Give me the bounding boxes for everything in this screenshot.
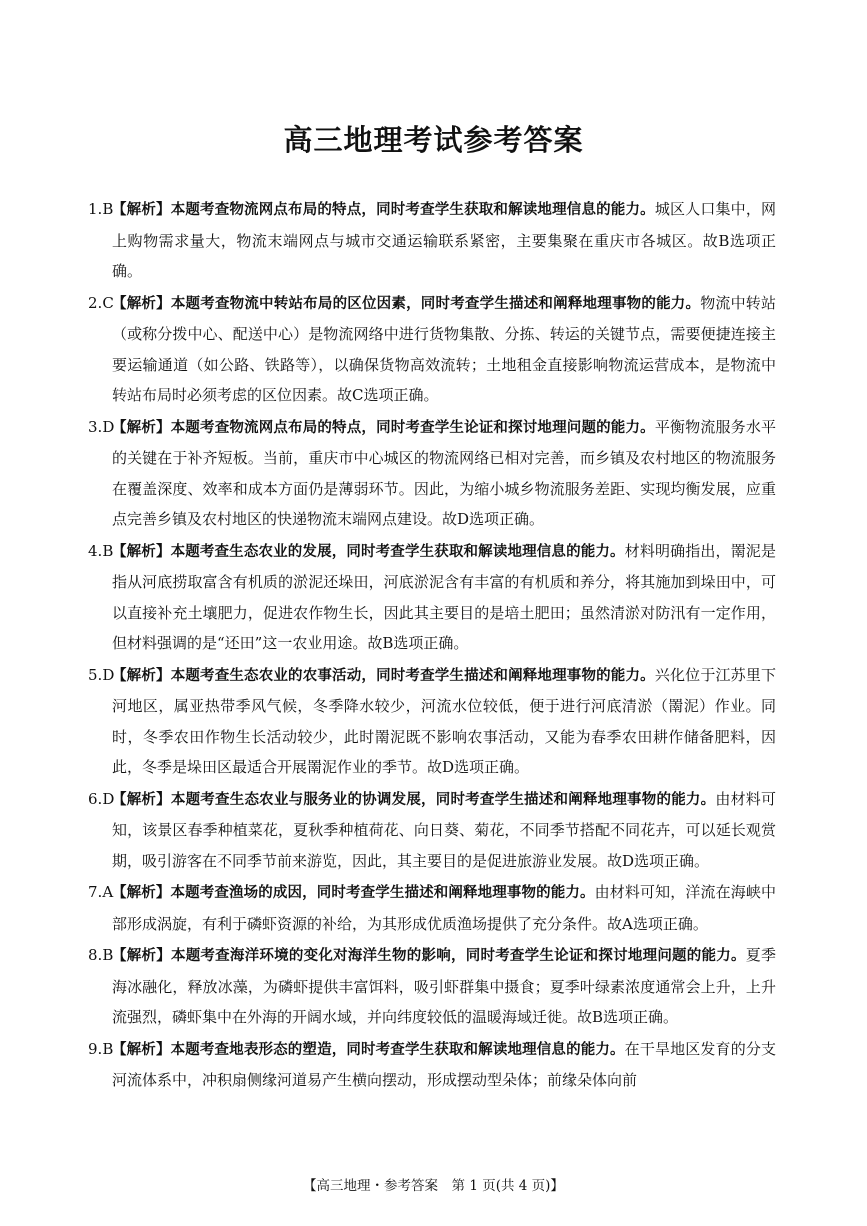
analysis-body: 平衡物流服务水平的关键在于补齐短板。当前，重庆市中心城区的物流网络已相对完善，而乡镇及农村地区的物流服务在覆盖深度、效率和成本方面仍是薄弱环节。因此，为缩小城乡物流服务差距、实现均衡发展，应重点完善乡镇及农村地区的快递物流末端网点建设。故D选项正确。: [112, 417, 777, 528]
answer-item-8: [88, 940, 776, 1033]
analysis-tag: 【解析】: [112, 948, 171, 964]
analysis-tag: 【解析】: [112, 295, 171, 312]
analysis-body: 兴化位于江苏里下河地区，属亚热带季风气候，冬季降水较少，河流水位较低，便于进行河底清淤（罱泥）作业。同时，冬季农田作物生长活动较少，此时罱泥既不影响农事活动，又能为春季农田耕作储备肥料，因此，冬季是垛田区最适合开展罱泥作业的季节。故D选项正确。: [112, 665, 777, 776]
analysis-body: 材料明确指出，罱泥是指从河底捞取富含有机质的淤泥还垛田，河底淤泥含有丰富的有机质和养分，将其施加到垛田中，可以直接补充土壤肥力，促进农作物生长，因此其主要目的是培土肥田；虽然清淤对防汛有一定作用，但材料强调的是“还田”这一农业用途。故B选项正确。: [112, 541, 776, 652]
answer-number: 5.D: [88, 665, 115, 684]
analysis-lead: 本题考查生态农业与服务业的协调发展，同时考查学生描述和阐释地理事物的能力。: [170, 791, 716, 808]
answer-number: 1.B: [88, 200, 114, 218]
analysis-lead: 本题考查物流中转站布局的区位因素，同时考查学生描述和阐释地理事物的能力。: [170, 295, 701, 312]
analysis-lead: 本题考查渔场的成因，同时考查学生描述和阐释地理事物的能力。: [170, 885, 595, 901]
analysis-body: 物流中转站（或称分拨中心、配送中心）是物流网络中进行货物集散、分拣、转运的关键节点，需要便捷连接主要运输通道（如公路、铁路等），以确保货物高效流转；土地租金直接影响物流运营成本，是物流中转站布局时必须考虑的区位因素。故C选项正确。: [112, 293, 777, 404]
analysis-body: 在干旱地区发育的分支河流体系中，冲积扇侧缘河道易产生横向摆动，形成摆动型朵体；前缘朵体向前: [112, 1039, 776, 1089]
analysis-tag: 【解析】: [112, 885, 171, 901]
answer-item-7: [88, 877, 776, 939]
answer-item-2: [88, 288, 776, 411]
analysis-lead: 本题考查生态农业的发展，同时考查学生获取和解读地理信息的能力。: [170, 543, 625, 560]
answer-number: 4.B: [88, 541, 114, 560]
analysis-body: 夏季海冰融化，释放冰藻，为磷虾提供丰富饵料，吸引虾群集中摄食；夏季叶绿素浓度通常会上升，上升流强烈，磷虾集中在外海的开阔水域，并向纬度较低的温暖海域迁徙。故B选项正确。: [112, 946, 776, 1026]
analysis-tag: 【解析】: [112, 667, 171, 684]
analysis-body: 由材料可知，洋流在海峡中部形成涡旋，有利于磷虾资源的补给，为其形成优质渔场提供了充分条件。故A选项正确。: [112, 883, 776, 933]
answer-number: 6.D: [88, 789, 115, 808]
analysis-lead: 本题考查地表形态的塑造，同时考查学生获取和解读地理信息的能力。: [170, 1041, 625, 1058]
answer-item-5: [88, 660, 776, 783]
answer-item-9: [88, 1034, 776, 1096]
analysis-lead: 本题考查物流网点布局的特点，同时考查学生论证和探讨地理问题的能力。: [170, 419, 655, 436]
analysis-body: 由材料可知，该景区春季种植菜花，夏秋季种植荷花、向日葵、菊花，不同季节搭配不同花卉，可以延长观赏期，吸引游客在不同季节前来游览，因此，其主要目的是促进旅游业发展。故D选项正确。: [112, 789, 777, 870]
page-footer: 【高三地理・参考答案 第 1 页(共 4 页)】: [303, 1178, 564, 1194]
analysis-tag: 【解析】: [112, 202, 171, 218]
analysis-tag: 【解析】: [112, 791, 171, 808]
answer-item-3: [88, 412, 776, 535]
analysis-tag: 【解析】: [112, 419, 171, 436]
answer-item-6: [88, 784, 776, 877]
answer-number: 8.B: [88, 946, 114, 964]
analysis-tag: 【解析】: [112, 543, 171, 560]
answer-number: 2.C: [88, 293, 114, 312]
answer-number: 7.A: [88, 883, 114, 901]
answer-list: [88, 194, 776, 1097]
answer-number: 3.D: [88, 417, 115, 436]
analysis-body: 城区人口集中，网上购物需求量大，物流末端网点与城市交通运输联系紧密，主要集聚在重庆市各城区。故B选项正确。: [112, 200, 777, 280]
analysis-tag: 【解析】: [112, 1041, 171, 1058]
answer-item-4: [88, 536, 776, 659]
analysis-lead: 本题考查海洋环境的变化对海洋生物的影响，同时考查学生论证和探讨地理问题的能力。: [170, 948, 746, 964]
page-title: 高三地理考试参考答案: [283, 123, 584, 157]
analysis-lead: 本题考查物流网点布局的特点，同时考查学生获取和解读地理信息的能力。: [170, 202, 655, 218]
answer-number: 9.B: [88, 1039, 114, 1058]
analysis-lead: 本题考查生态农业的农事活动，同时考查学生描述和阐释地理事物的能力。: [170, 667, 655, 684]
answer-item-1: [88, 194, 776, 287]
